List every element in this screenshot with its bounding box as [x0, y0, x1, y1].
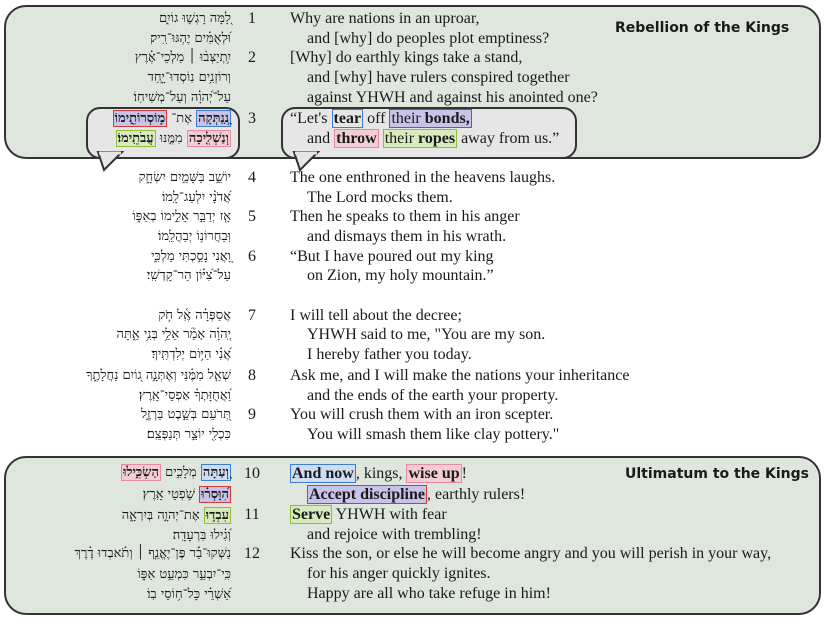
- hebrew-line: וּ֝לְאֻמִּ֗ים יֶהְגּוּ־רִֽיק׃: [150, 31, 231, 46]
- english-word: , kings,: [355, 465, 403, 482]
- hebrew-line: שְׁאַ֤ל מִמֶּ֗נִּי וְאֶתְּנָ֣ה ג֭וֹיִם נַחֲלָתֶ֑ךָ: [86, 368, 231, 383]
- hebrew-line-verse10a: [121, 463, 231, 483]
- hebrew-word-tear: נְֽ֭נַתְּקָה: [198, 111, 229, 126]
- hebrew-line-verse3b: [116, 129, 231, 149]
- verse-number: 11: [244, 506, 260, 523]
- english-line: [Why] do earthly kings take a stand,: [290, 49, 523, 66]
- english-word-bonds: bonds,: [424, 110, 470, 127]
- hebrew-line: אֲ֝דֹנָ֗י יִלְעַג־לָֽמוֹ׃: [161, 190, 231, 205]
- english-line-verse3a: [290, 109, 472, 129]
- english-word-their-ropes: [383, 129, 457, 148]
- verse-number: 12: [244, 545, 260, 562]
- hebrew-word-bonds: מ֣וֹסְרוֹתֵ֑ימוֹ: [114, 111, 166, 126]
- hebrew-line-verse10b: [143, 485, 231, 505]
- hebrew-line: וַ֝אֲחֻזָּתְךָ֗ אַפְסֵי־אָֽרֶץ׃: [138, 388, 231, 403]
- verse-number: 5: [248, 208, 256, 225]
- english-line: YHWH said to me, "You are my son.: [307, 326, 546, 343]
- hebrew-line-verse11: [122, 506, 231, 526]
- english-line-verse11: [290, 505, 447, 525]
- english-word-throw: throw: [336, 130, 377, 147]
- hebrew-line: וַ֭אֲנִי נָסַ֣כְתִּי מַלְכִּ֑י: [151, 249, 231, 264]
- rebellion-section-title: Rebellion of the Kings: [615, 20, 790, 36]
- english-word-their-bonds: [389, 109, 471, 128]
- english-word: their: [391, 110, 421, 127]
- hebrew-line: עַל־צִ֝יּ֗וֹן הַר־קָדְשִֽׁי׃: [146, 268, 231, 283]
- english-word-tear: tear: [333, 110, 362, 127]
- hebrew-line: כִּכְלִ֖י יוֹצֵ֣ר תְּנַפְּצֵֽם׃: [146, 427, 231, 442]
- hebrew-line: אַ֝שְׁרֵ֗י כָּל־ח֥וֹסֵי בֽוֹ׃: [147, 587, 231, 602]
- verse-number: 1: [248, 10, 256, 27]
- english-line: and rejoice with trembling!: [307, 526, 482, 543]
- hebrew-word: מְלָכִ֣ים: [165, 465, 197, 480]
- english-word: , earthly rulers!: [427, 486, 526, 503]
- hebrew-line: לָ֭מָּה רָגְשׁ֣וּ גוֹיִ֑ם: [159, 11, 231, 26]
- hebrew-line: וְרוֹזְנִ֥ים נֽוֹסְדוּ־יָ֑חַד: [147, 70, 231, 85]
- english-word: and: [307, 130, 331, 147]
- english-line: The one enthroned in the heavens laughs.: [290, 169, 556, 186]
- hebrew-line-verse3a: [113, 109, 231, 129]
- english-line: and [why] do peoples plot emptiness?: [307, 30, 550, 47]
- english-word: “Let's: [290, 110, 328, 127]
- english-word: YHWH with fear: [335, 506, 447, 523]
- english-line: Ask me, and I will make the nations your inheritance: [290, 367, 630, 384]
- hebrew-word: מִמֶּ֣נּוּ: [159, 131, 183, 146]
- verse-number: 9: [248, 406, 256, 423]
- english-line: Kiss the son, or else he will become angry and you will perish in your way,: [290, 545, 772, 562]
- hebrew-line: אֲסַפְּרָ֗ה אֶֽ֫ל חֹ֥ק: [158, 308, 231, 323]
- hebrew-bubble-tail: [96, 150, 126, 172]
- hebrew-word-ropes: עֲבֹתֵֽימוֹ׃: [117, 131, 154, 146]
- hebrew-word-and-now: וְ֭עַתָּה: [202, 465, 229, 480]
- english-word: their: [384, 130, 415, 147]
- english-word: away from us.”: [461, 130, 560, 147]
- verse-number: 6: [248, 248, 256, 265]
- english-word-wise-up: wise up: [408, 465, 460, 482]
- hebrew-word-throw: וְנַשְׁלִ֖יכָה: [188, 131, 229, 146]
- english-line-verse3b: [307, 129, 559, 149]
- hebrew-word-wise-up: הַשְׂכִּ֑ילוּ: [123, 465, 159, 480]
- english-line: “But I have poured out my king: [290, 248, 494, 265]
- english-word-and-now: And now: [292, 465, 354, 482]
- english-line: and the ends of the earth your property.: [307, 387, 559, 404]
- english-word: off: [367, 110, 386, 127]
- hebrew-line: יוֹשֵׁ֣ב בַּשָּׁמַ֣יִם יִשְׂחָ֑ק: [138, 170, 231, 185]
- hebrew-word: שֹׁ֣פְטֵי אָֽרֶץ׃: [142, 487, 195, 502]
- hebrew-word-accept-discipline: הִ֝וָּסְר֗וּ: [201, 487, 229, 502]
- verse-number: 7: [248, 307, 256, 324]
- hebrew-line: וְ֝גִ֗ילוּ בִּרְעָדָֽה׃: [172, 528, 231, 543]
- english-word-serve: Serve: [292, 506, 331, 523]
- hebrew-line: אֲ֝נִ֗י הַיּ֥וֹם יְלִדְתִּֽיךָ׃: [151, 347, 231, 362]
- english-line-verse10b: [307, 485, 525, 505]
- hebrew-word: אֶת־יְהוָ֣ה בְּיִרְאָ֑ה: [121, 508, 200, 523]
- english-word-ropes: ropes: [418, 130, 456, 147]
- ultimatum-section-title: Ultimatum to the Kings: [625, 466, 809, 482]
- english-line: for his anger quickly ignites.: [307, 565, 491, 582]
- verse-number: 10: [244, 465, 260, 482]
- english-line: You will smash them like clay pottery.": [307, 426, 560, 443]
- english-line: on Zion, my holy mountain.”: [307, 267, 494, 284]
- verse-number: 2: [248, 49, 256, 66]
- english-line: Happy are all who take refuge in him!: [307, 585, 551, 602]
- english-line: and dismays them in his wrath.: [307, 228, 507, 245]
- english-line: I will tell about the decree;: [290, 307, 462, 324]
- english-line: Why are nations in an uproar,: [290, 10, 480, 27]
- verse-number: 4: [248, 169, 256, 186]
- hebrew-line: יְֽהוָ֗ה אָמַ֘ר אֵלַ֥י בְּנִ֥י אַ֑תָּה: [116, 327, 231, 342]
- english-line: You will crush them with an iron scepter.: [290, 406, 554, 423]
- hebrew-line: נַשְּׁקוּ־בַ֡ר פֶּן־יֶאֱנַ֤ף ׀ וְתֹ֬אבְדוּ דֶ֗רֶךְ: [74, 546, 231, 561]
- english-line: Then he speaks to them in his anger: [290, 208, 520, 225]
- english-word: !: [461, 465, 467, 482]
- hebrew-line: כִּֽי־יִבְעַ֣ר כִּמְעַ֣ט אַפּ֑וֹ: [137, 567, 231, 582]
- verse-number: 8: [248, 367, 256, 384]
- hebrew-word-serve: עִבְד֣וּ: [205, 508, 229, 523]
- english-line: against YHWH and against his anointed one?: [307, 89, 598, 106]
- english-line: The Lord mocks them.: [307, 189, 453, 206]
- english-word-accept-discipline: Accept discipline: [309, 486, 425, 503]
- english-line: I hereby father you today.: [307, 346, 472, 363]
- verse-number: 3: [248, 110, 256, 127]
- hebrew-line: עַל־יְ֝הוָ֗ה וְעַל־מְשִׁיחֽוֹ׃: [133, 90, 231, 105]
- hebrew-line: תְּ֭רֹעֵם בְּשֵׁ֣בֶט בַּרְזֶ֑ל: [141, 407, 231, 422]
- english-line-verse10a: [290, 464, 467, 484]
- hebrew-line: יִ֥תְיַצְּב֨וּ ׀ מַלְכֵי־אֶ֗רֶץ: [134, 50, 231, 65]
- hebrew-word: אֶת־: [171, 111, 193, 126]
- hebrew-line: אָ֤ז יְדַבֵּ֣ר אֵלֵ֣ימוֹ בְאַפּ֑וֹ: [132, 209, 231, 224]
- hebrew-line: וּֽבַחֲרוֹנ֥וֹ יְבַהֲלֵֽמוֹ׃: [158, 229, 231, 244]
- english-line: and [why] have rulers conspired together: [307, 69, 570, 86]
